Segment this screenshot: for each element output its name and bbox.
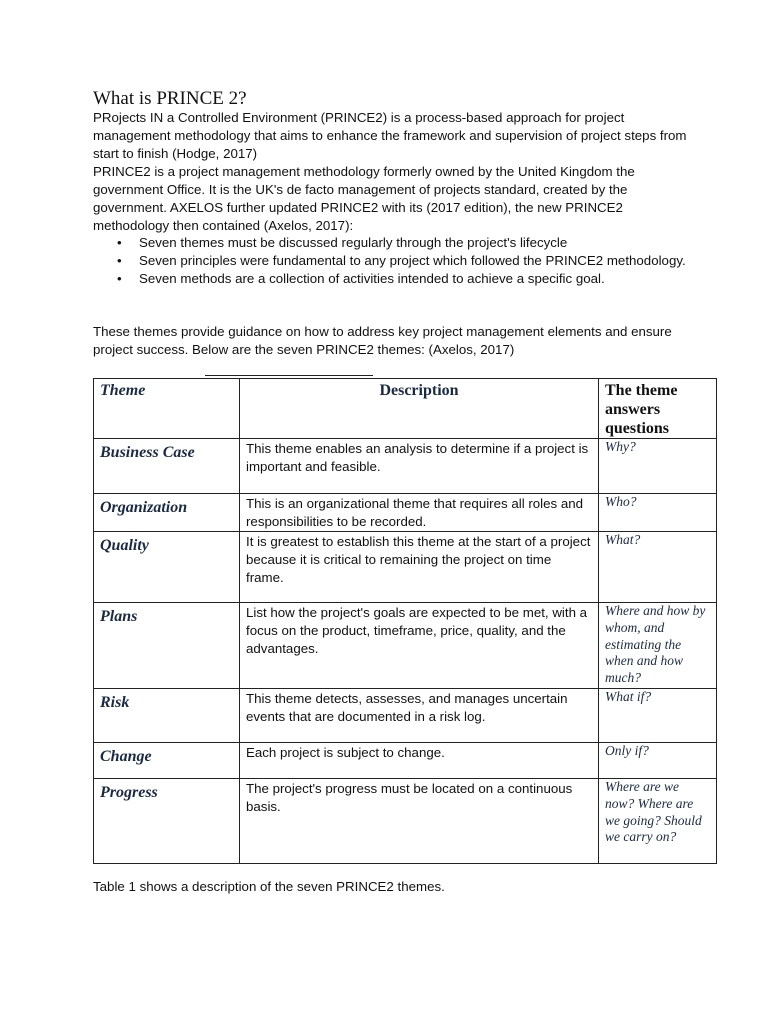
table-header-row bbox=[94, 379, 717, 439]
column-header-questions: The theme answers questions bbox=[599, 379, 717, 439]
themes-intro-paragraph: These themes provide guidance on how to address key project management elements and ensure project success. Below are the seven PRINCE2 themes: (Axelos, 2017) bbox=[93, 324, 672, 357]
table-caption: Table 1 shows a description of the seven PRINCE2 themes. bbox=[93, 879, 445, 894]
bullet-icon: • bbox=[117, 253, 122, 268]
themes-table bbox=[93, 378, 717, 864]
description-cell: This theme detects, assesses, and manages uncertain events that are documented in a risk log. bbox=[240, 689, 599, 743]
table-top-rule bbox=[205, 375, 373, 376]
column-header-description: Description bbox=[240, 379, 599, 439]
table-row bbox=[94, 603, 717, 689]
list-item bbox=[93, 252, 693, 270]
bullet-icon: • bbox=[117, 235, 122, 250]
description-cell: This is an organizational theme that requires all roles and responsibilities to be recorded. bbox=[240, 494, 599, 532]
theme-cell: Plans bbox=[94, 603, 240, 689]
question-cell: Where and how by whom, and estimating the when and how much? bbox=[599, 603, 717, 689]
description-cell: This theme enables an analysis to determine if a project is important and feasible. bbox=[240, 439, 599, 494]
description-cell: The project's progress must be located on a continuous basis. bbox=[240, 779, 599, 864]
question-cell: Only if? bbox=[599, 743, 717, 779]
theme-cell: Progress bbox=[94, 779, 240, 864]
table-row bbox=[94, 532, 717, 603]
list-item-text: Seven principles were fundamental to any project which followed the PRINCE2 methodology. bbox=[139, 253, 686, 268]
question-cell: What if? bbox=[599, 689, 717, 743]
table-row bbox=[94, 494, 717, 532]
column-header-theme: Theme bbox=[94, 379, 240, 439]
prince2-elements-list bbox=[93, 234, 693, 288]
question-cell: Why? bbox=[599, 439, 717, 494]
description-cell: It is greatest to establish this theme at the start of a project because it is critical to remaining the project on time frame. bbox=[240, 532, 599, 603]
theme-cell: Quality bbox=[94, 532, 240, 603]
table-row bbox=[94, 743, 717, 779]
history-paragraph: PRINCE2 is a project management methodology formerly owned by the United Kingdom the government Office. It is the UK's de facto management of projects standard, created by the government. AXELOS further updated PRINCE2 with its (2017 edition), the new PRINCE2 methodology then contained (Axelos, 2017): bbox=[93, 164, 635, 233]
list-item bbox=[93, 270, 693, 288]
table-row bbox=[94, 779, 717, 864]
table-row bbox=[94, 689, 717, 743]
theme-cell: Change bbox=[94, 743, 240, 779]
bullet-icon: • bbox=[117, 271, 122, 286]
theme-cell: Business Case bbox=[94, 439, 240, 494]
table-row bbox=[94, 439, 717, 494]
list-item-text: Seven methods are a collection of activities intended to achieve a specific goal. bbox=[139, 271, 605, 286]
question-cell: Who? bbox=[599, 494, 717, 532]
question-cell: What? bbox=[599, 532, 717, 603]
intro-paragraph: PRojects IN a Controlled Environment (PRINCE2) is a process-based approach for project management methodology that aims to enhance the framework and supervision of project steps from start to finish (Hodge, 2017) bbox=[93, 110, 687, 161]
question-cell: Where are we now? Where are we going? Should we carry on? bbox=[599, 779, 717, 864]
theme-cell: Risk bbox=[94, 689, 240, 743]
page-heading: What is PRINCE 2? bbox=[93, 88, 247, 109]
list-item-text: Seven themes must be discussed regularly through the project's lifecycle bbox=[139, 235, 568, 250]
description-cell: List how the project's goals are expected to be met, with a focus on the product, timeframe, price, quality, and the advantages. bbox=[240, 603, 599, 689]
theme-cell: Organization bbox=[94, 494, 240, 532]
description-cell: Each project is subject to change. bbox=[240, 743, 599, 779]
list-item bbox=[93, 234, 693, 252]
